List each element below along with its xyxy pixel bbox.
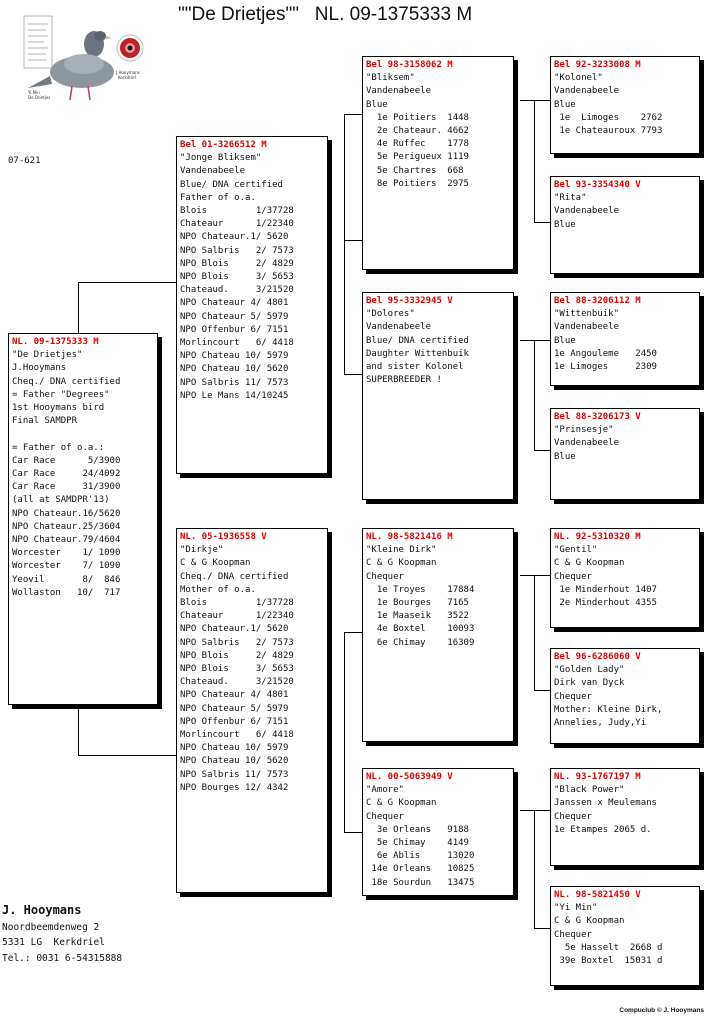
pigeon-info-line: NPO Chateaur.1/ 5620 [180, 624, 289, 635]
pigeon-info-line: 4e Boxtel 10093 [366, 624, 475, 635]
pigeon-info-line: Dirk van Dyck [554, 678, 625, 689]
pigeon-info-line: Vandenabeele [554, 206, 620, 217]
pigeon-info-line: NPO Chateaur.79/4604 [12, 535, 121, 546]
pigeon-info-line: = Father "Degrees" [12, 389, 110, 400]
pigeon-info-line: 1e Etampes 2065 d. [554, 824, 652, 835]
pigeon-info-line: NPO Salbris 2/ 7573 [180, 245, 294, 256]
pigeon-info-line: Chequer [554, 929, 592, 940]
pigeon-info-line: Blue/ DNA certified [180, 179, 283, 190]
pigeon-info-line: Vandenabeele [554, 86, 620, 97]
connector [520, 100, 550, 101]
pigeon-info-line: 1e Troyes 17884 [366, 584, 475, 595]
connector [78, 755, 178, 756]
connector [534, 810, 535, 928]
ring-number: Bel 93-3354340 V [554, 180, 641, 190]
pigeon-info-line: Janssen x Meulemans [554, 798, 657, 809]
pigeon-info-line: (all at SAMDPR'13) [12, 495, 110, 506]
pigeon-info-line: J.Hooymans [12, 363, 67, 374]
pigeon-info-line: Vandenabeele [554, 438, 620, 449]
pigeon-info-line: Mother of o.a. [180, 584, 256, 595]
connector [344, 374, 362, 375]
connector [78, 705, 79, 755]
pigeon-info-line: "Bliksem" [366, 73, 415, 84]
pigeon-info-line: NPO Blois 3/ 5653 [180, 664, 294, 675]
pigeon-info-line: Blue [554, 451, 576, 462]
pigeon-info-line: 1e Limoges 2309 [554, 362, 657, 373]
pigeon-info-line: 6e Ablis 13020 [366, 851, 475, 862]
connector [534, 340, 535, 450]
pigeon-card-dam-dam [362, 768, 514, 896]
pigeon-card-sire [176, 136, 328, 474]
pigeon-info-line: NPO Chateau 10/ 5979 [180, 743, 289, 754]
svg-text:Yi Min: Yi Min [28, 90, 40, 95]
pigeon-info-line: Chequer [554, 691, 592, 702]
page-title: ""De Drietjes"" NL. 09-1375333 M [178, 4, 473, 25]
pigeon-card-sire-sire [362, 56, 514, 270]
connector [344, 632, 345, 832]
pigeon-info-line: C & G Koopman [554, 916, 625, 927]
pigeon-info-line: Morlincourt 6/ 4418 [180, 338, 294, 349]
connector [534, 100, 535, 222]
pigeon-info-line: 39e Boxtel 15031 d [554, 956, 663, 967]
pigeon-info-line: C & G Koopman [366, 558, 437, 569]
pigeon-info-line: Vandenabeele [180, 166, 246, 177]
pigeon-info-line: Car Race 5/3900 [12, 455, 121, 466]
pigeon-info-line [12, 428, 154, 441]
pigeon-info-line: "Wittenbuik" [554, 309, 620, 320]
ring-number: NL. 05-1936558 V [180, 532, 267, 542]
pigeon-info-line: NPO Chateau 10/ 5979 [180, 351, 289, 362]
pigeon-info-line: 2e Chateaur. 4662 [366, 126, 469, 137]
pigeon-info-line: Car Race 24/4092 [12, 469, 121, 480]
pigeon-logo [22, 14, 150, 108]
pigeon-info-line: 8e Poitiers 2975 [366, 178, 469, 189]
pigeon-card-ssd [550, 176, 700, 274]
pigeon-info-line: Chequer [554, 571, 592, 582]
breeder-address: Noordbeemdenweg 2 [2, 921, 100, 933]
pigeon-info-line: Blue [366, 99, 388, 110]
pigeon-info-line: 1e Poitiers 1448 [366, 112, 469, 123]
pigeon-info-line: C & G Koopman [180, 558, 251, 569]
pigeon-info-line: "Kolonel" [554, 73, 603, 84]
pigeon-info-line: NPO Chateaur 5/ 5979 [180, 703, 289, 714]
pigeon-info-line: Chateaud. 3/21520 [180, 677, 294, 688]
pigeon-info-line: SUPERBREEDER ! [366, 375, 442, 386]
connector [78, 282, 79, 335]
pigeon-info-line: Father of o.a. [180, 192, 256, 203]
pigeon-info-line: Blois 1/37728 [180, 206, 294, 217]
pigeon-info-line: Blois 1/37728 [180, 598, 294, 609]
pigeon-info-line: 1e Chateauroux 7793 [554, 126, 663, 137]
pigeon-info-line: "Prinsesje" [554, 425, 614, 436]
breeder-info [2, 903, 122, 966]
pigeon-info-line: NPO Chateaur.1/ 5620 [180, 232, 289, 243]
connector [520, 340, 550, 341]
pigeon-info-line: Chequer [554, 811, 592, 822]
ring-number: Bel 92-3233008 M [554, 60, 641, 70]
ring-number: NL. 00-5063949 V [366, 772, 453, 782]
connector [534, 450, 550, 451]
connector [344, 114, 362, 115]
pigeon-info-line: Yeovil 8/ 846 [12, 574, 121, 585]
connector [534, 928, 550, 929]
pigeon-info-line: Vandenabeele [554, 322, 620, 333]
pigeon-info-line: "Rita" [554, 193, 587, 204]
ring-number: Bel 88-3206112 M [554, 296, 641, 306]
pigeon-info-line: 1e Angouleme 2450 [554, 348, 657, 359]
pigeon-info-line: C & G Koopman [366, 798, 437, 809]
pigeon-info-line: "Dolores" [366, 309, 415, 320]
pigeon-card-subject [8, 333, 158, 705]
pigeon-info-line: NPO Offenbur 6/ 7151 [180, 716, 289, 727]
ring-number: NL. 93-1767197 M [554, 772, 641, 782]
pigeon-info-line: Blue/ DNA certified [366, 335, 469, 346]
pigeon-info-line: 1e Maaseik 3522 [366, 611, 469, 622]
connector [78, 282, 178, 283]
ring-number: Bel 01-3266512 M [180, 140, 267, 150]
ring-number: Bel 88-3206173 V [554, 412, 641, 422]
pigeon-info-line: Chequer [366, 571, 404, 582]
pigeon-card-dsd [550, 648, 700, 744]
pigeon-info-line: 1e Bourges 7165 [366, 598, 469, 609]
connector [520, 810, 550, 811]
pigeon-info-line: Chequer [366, 811, 404, 822]
pigeon-info-line: NPO Le Mans 14/10245 [180, 390, 289, 401]
connector [520, 575, 550, 576]
svg-text:De Drietjes: De Drietjes [28, 95, 51, 100]
pigeon-info-line: Blue [554, 219, 576, 230]
pigeon-info-line: 3e Orleans 9188 [366, 824, 469, 835]
pigeon-info-line: "Dirkje" [180, 545, 224, 556]
pigeon-info-line: NPO Chateaur.16/5620 [12, 508, 121, 519]
pigeon-info-line: NPO Chateaur.25/3604 [12, 521, 121, 532]
ring-number: Bel 95-3332945 V [366, 296, 453, 306]
connector [344, 832, 362, 833]
ring-number: Bel 98-3158062 M [366, 60, 453, 70]
pigeon-info-line: NPO Salbris 11/ 7573 [180, 377, 289, 388]
pigeon-info-line: NPO Salbris 11/ 7573 [180, 769, 289, 780]
pigeon-info-line: NPO Chateaur 5/ 5979 [180, 311, 289, 322]
pigeon-card-dam-sire [362, 528, 514, 742]
connector [534, 575, 535, 690]
pigeon-info-line: Mother: Kleine Dirk, [554, 704, 663, 715]
pigeon-info-line: "Jonge Bliksem" [180, 153, 262, 164]
pigeon-info-line: "Black Power" [554, 785, 625, 796]
ring-number: NL. 98-5821450 V [554, 890, 641, 900]
breeder-city: 5331 LG Kerkdriel [2, 937, 105, 948]
ring-number: NL. 92-5310320 M [554, 532, 641, 542]
pigeon-info-line: 5e Perigueux 1119 [366, 152, 469, 163]
pigeon-info-line: "Golden Lady" [554, 665, 625, 676]
pigeon-info-line: Car Race 31/3900 [12, 482, 121, 493]
svg-text:Kerkdriel: Kerkdriel [118, 75, 136, 80]
pigeon-info-line: NPO Chateaur 4/ 4801 [180, 690, 289, 701]
pigeon-info-line: Cheq./ DNA certified [12, 376, 121, 387]
breeder-name: J. Hooymans [2, 903, 82, 917]
pigeon-info-line: C & G Koopman [554, 558, 625, 569]
pigeon-card-sds [550, 292, 700, 386]
footer-credit: Compuclub © J. Hooymans [619, 1007, 704, 1014]
pigeon-info-line: 5e Chartres 668 [366, 165, 464, 176]
pigeon-info-line: "Kleine Dirk" [366, 545, 437, 556]
pigeon-info-line: NPO Chateau 10/ 5620 [180, 756, 289, 767]
pigeon-info-line: = Father of o.a.: [12, 442, 105, 453]
pigeon-info-line: NPO Chateaur 4/ 4801 [180, 298, 289, 309]
pigeon-info-line: 5e Hasselt 2668 d [554, 942, 663, 953]
pigeon-info-line: Final SAMDPR [12, 416, 78, 427]
pigeon-info-line: Annelies, Judy,Yi [554, 718, 647, 729]
pigeon-card-ddd [550, 886, 700, 986]
pigeon-info-line: 5e Chimay 4149 [366, 838, 469, 849]
pigeon-info-line: Blue [554, 99, 576, 110]
pigeon-info-line: 14e Orleans 10825 [366, 864, 475, 875]
connector [344, 114, 345, 374]
ring-number: NL. 09-1375333 M [12, 337, 99, 347]
pigeon-info-line: Cheq./ DNA certified [180, 571, 289, 582]
connector [534, 222, 550, 223]
pigeon-info-line: NPO Chateau 10/ 5620 [180, 364, 289, 375]
pigeon-info-line: NPO Salbris 2/ 7573 [180, 637, 294, 648]
pigeon-info-line: Worcester 1/ 1090 [12, 548, 121, 559]
breeder-phone: Tel.: 0031 6-54315888 [2, 952, 123, 964]
pigeon-info-line: 1e Limoges 2762 [554, 112, 663, 123]
pigeon-card-dss [550, 528, 700, 628]
pigeon-info-line: "Yi Min" [554, 903, 598, 914]
pigeon-info-line: 1e Minderhout 1407 [554, 584, 657, 595]
pigeon-info-line: NPO Blois 2/ 4829 [180, 258, 294, 269]
pigeon-info-line: "Amore" [366, 785, 404, 796]
pigeon-info-line: NPO Blois 2/ 4829 [180, 650, 294, 661]
pigeon-info-line: Wollaston 10/ 717 [12, 587, 121, 598]
pigeon-info-line: NPO Offenbur 6/ 7151 [180, 324, 289, 335]
ring-number: Bel 96-6286060 V [554, 652, 641, 662]
pigeon-info-line: Chateaur 1/22340 [180, 611, 294, 622]
pigeon-info-line: NPO Blois 3/ 5653 [180, 272, 294, 283]
pigeon-info-line: Vandenabeele [366, 86, 432, 97]
pigeon-info-line: 2e Minderhout 4355 [554, 598, 657, 609]
pigeon-card-sdd [550, 408, 700, 500]
pigeon-info-line: Vandenabeele [366, 322, 432, 333]
pigeon-info-line: 1st Hooymans bird [12, 403, 105, 414]
pigeon-info-line: Worcester 7/ 1090 [12, 561, 121, 572]
pigeon-info-line: and sister Kolonel [366, 362, 464, 373]
svg-text:J.Hooymans: J.Hooymans [116, 70, 140, 75]
connector [344, 240, 362, 241]
pigeon-info-line: "Gentil" [554, 545, 598, 556]
connector [344, 632, 362, 633]
pigeon-card-sss [550, 56, 700, 154]
pigeon-info-line: 4e Ruffec 1778 [366, 139, 469, 150]
pigeon-info-line: Blue [554, 335, 576, 346]
pigeon-info-line: 6e Chimay 16309 [366, 637, 475, 648]
pigeon-info-line: Daughter Wittenbuik [366, 348, 469, 359]
pigeon-info-line: 18e Sourdun 13475 [366, 877, 475, 888]
pigeon-info-line: NPO Bourges 12/ 4342 [180, 782, 289, 793]
pigeon-info-line: Chateaud. 3/21520 [180, 285, 294, 296]
pigeon-info-line: Morlincourt 6/ 4418 [180, 730, 294, 741]
connector [534, 690, 550, 691]
pedigree-code: 07-621 [8, 156, 41, 166]
ring-number: NL. 98-5821416 M [366, 532, 453, 542]
pigeon-card-dam [176, 528, 328, 893]
pigeon-info-line: "De Drietjes" [12, 350, 83, 361]
pigeon-card-dds [550, 768, 700, 866]
pigeon-info-line: Chateaur 1/22340 [180, 219, 294, 230]
pigeon-card-sire-dam [362, 292, 514, 500]
